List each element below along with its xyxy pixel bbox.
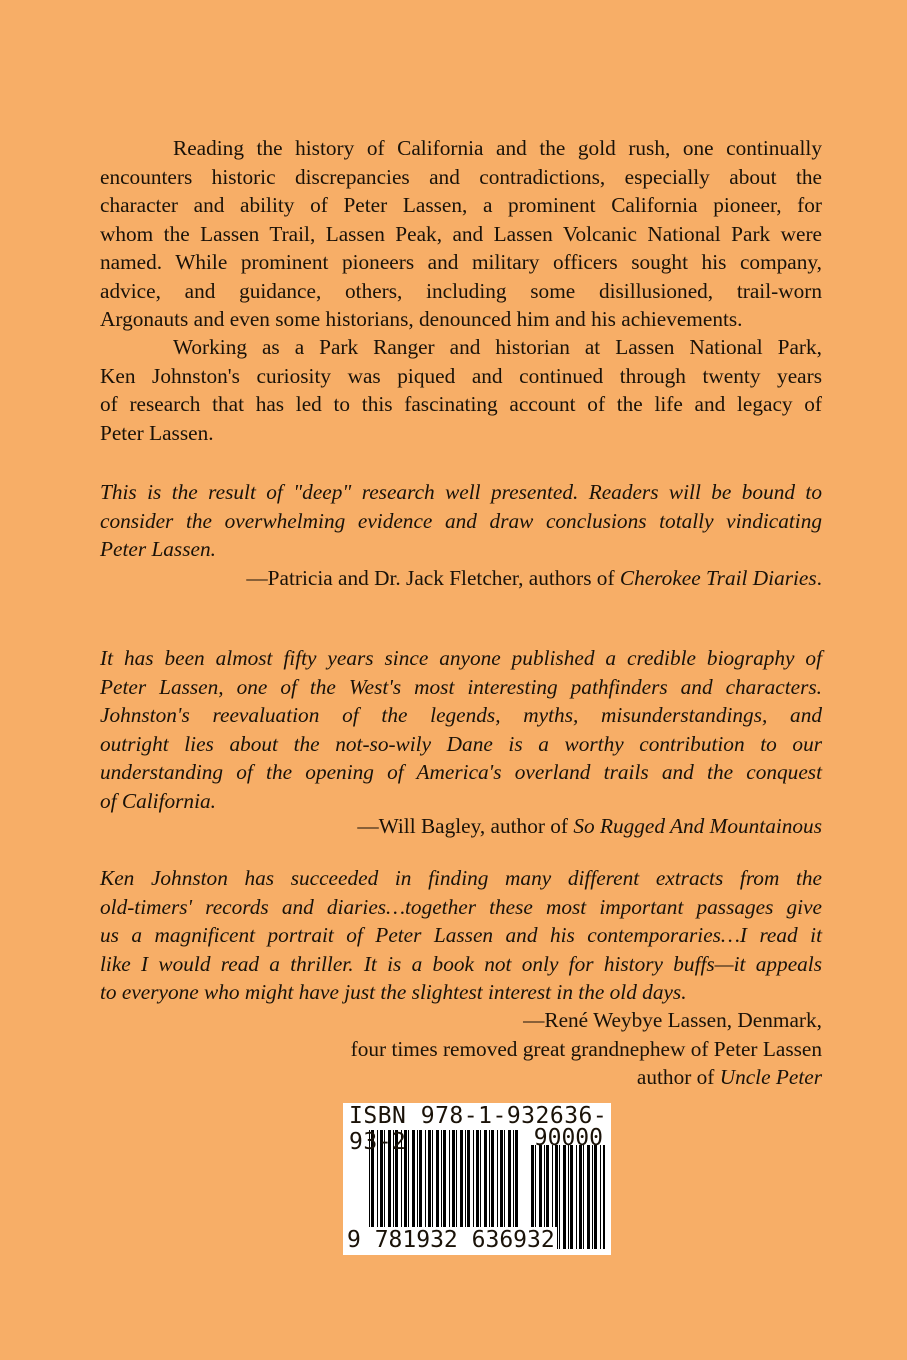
text-line: consider the overwhelming evidence and draw conclusions totally vindicating	[100, 508, 822, 533]
text-line: Peter Lassen.	[100, 537, 216, 561]
barcode-bar	[587, 1145, 590, 1249]
text-line: us a magnificent portrait of Peter Lassen and his contemporaries…I read it	[100, 923, 822, 947]
text-line: old-timers' records and diaries…together these most important passages give	[100, 894, 822, 919]
review-3-attribution: —René Weybye Lassen, Denmark, four times removed great grandnephew of Peter Lassen author of Uncle Peter	[350, 1008, 822, 1089]
review-3	[100, 864, 822, 1007]
barcode-digits: 9 781932 636932	[347, 1227, 555, 1253]
text-line: of research that has led to this fascinating account of the life and legacy of	[100, 392, 822, 416]
text-line: Peter Lassen, one of the West's most interesting pathfinders and characters.	[100, 674, 822, 699]
barcode-bar	[579, 1145, 582, 1249]
review-1	[100, 478, 822, 564]
text-line: like I would read a thriller. It is a book not only for history buffs—it appeals	[100, 951, 822, 976]
text-line: outright lies about the not-so-wily Dane is a worthy contribution to our	[100, 731, 822, 756]
barcode-bar	[568, 1145, 569, 1249]
text-line: advice, and guidance, others, including some disillusioned, trail-worn	[100, 278, 822, 303]
text-line: to everyone who might have just the slightest interest in the old days.	[100, 980, 687, 1004]
barcode-bar	[576, 1145, 577, 1249]
text-line: Working as a Park Ranger and historian at Lassen National Park,	[173, 335, 822, 359]
isbn-barcode	[343, 1103, 611, 1255]
review-2-attribution: —Will Bagley, author of So Rugged And Mountainous	[357, 814, 822, 838]
description-paragraph-1	[100, 134, 822, 334]
barcode-bar	[603, 1145, 605, 1249]
text-line: character and ability of Peter Lassen, a prominent California pioneer, for	[100, 193, 822, 217]
barcode-bar	[570, 1145, 573, 1249]
description-paragraph-2	[100, 333, 822, 447]
text-line: It has been almost fifty years since anyone published a credible biography of	[100, 646, 822, 670]
text-line: Reading the history of California and the gold rush, one continually	[173, 136, 822, 160]
barcode-bar	[583, 1145, 584, 1249]
text-line: Peter Lassen.	[100, 420, 214, 445]
barcode-bar	[594, 1145, 597, 1249]
text-line: Ken Johnston's curiosity was piqued and continued through twenty years	[100, 363, 822, 388]
text-line: of California.	[100, 788, 216, 813]
text-line: encounters historic discrepancies and contradictions, especially about the	[100, 164, 822, 189]
review-2	[100, 644, 822, 815]
price-addon: 90000	[533, 1125, 603, 1151]
text-line: whom the Lassen Trail, Lassen Peak, and Lassen Volcanic National Park were	[100, 221, 822, 246]
text-line: Johnston's reevaluation of the legends, myths, misunderstandings, and	[100, 703, 822, 727]
barcode-bar	[563, 1145, 566, 1249]
barcode-bar	[592, 1145, 593, 1249]
text-line: named. While prominent pioneers and military officers sought his company,	[100, 250, 822, 274]
barcode-bar	[600, 1145, 601, 1249]
review-1-attribution: —Patricia and Dr. Jack Fletcher, authors of Cherokee Trail Diaries.	[246, 566, 822, 590]
isbn-text: ISBN 978-1-932636-93-2	[349, 1103, 608, 1155]
text-line: This is the result of "deep" research well presented. Readers will be bound to	[100, 480, 822, 504]
text-line: Ken Johnston has succeeded in finding many different extracts from the	[100, 866, 822, 890]
text-line: understanding of the opening of America's overland trails and the conquest	[100, 760, 822, 784]
text-line: Argonauts and even some historians, denounced him and his achievements.	[100, 307, 743, 331]
barcode-bar	[559, 1145, 560, 1249]
